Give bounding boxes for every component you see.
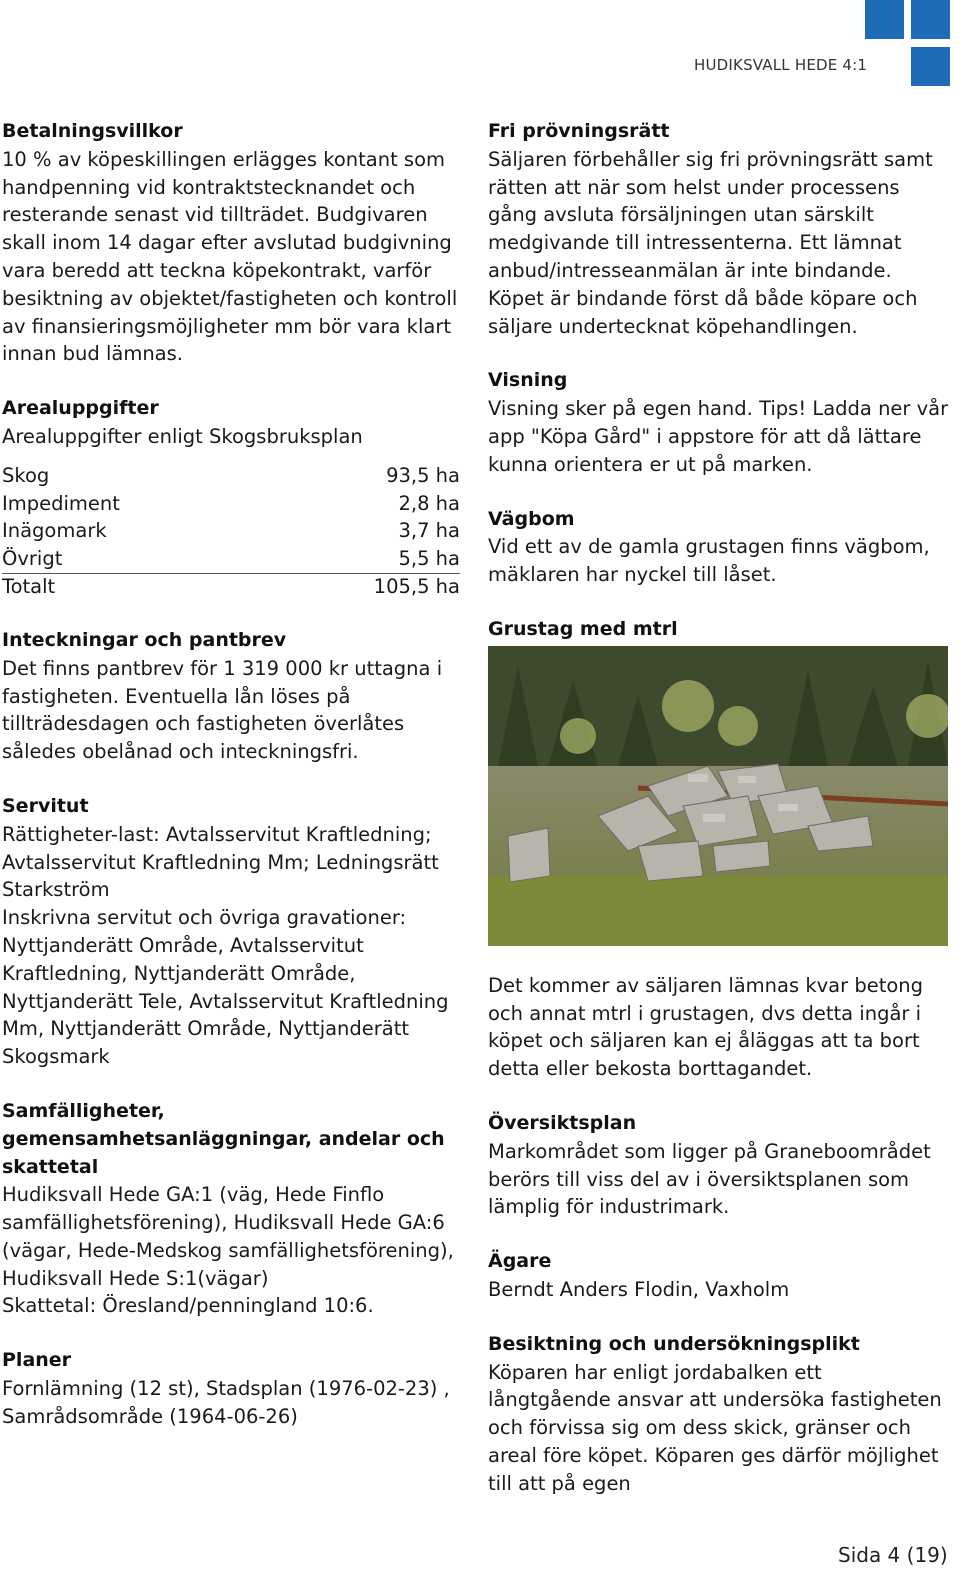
section-text: Vid ett av de gamla grustagen finns vägbom, mäklaren har nyckel till låset. <box>488 535 930 587</box>
section-title: Visning <box>488 369 568 392</box>
area-value: 2,8 ha <box>398 491 460 515</box>
area-table <box>2 462 460 600</box>
section-planer <box>2 1347 462 1430</box>
section-servitut <box>2 793 462 1071</box>
area-value: 3,7 ha <box>398 519 460 543</box>
area-label: Övrigt <box>2 547 63 571</box>
section-text: Köparen har enligt jordabalken ett långtgående ansvar att undersöka fastigheten och förvissa sig om dess skick, gränser och areal före köpet. Köparen ges därför möjlighet till att på egen <box>488 1360 942 1495</box>
right-column <box>488 118 950 1525</box>
section-title: Vägbom <box>488 507 575 530</box>
logo-squares <box>865 0 955 90</box>
section-text: Fornlämning (12 st), Stadsplan (1976-02-23) , Samrådsområde (1964-06-26) <box>2 1377 450 1428</box>
section-text: Skattetal: Öresland/penningland 10:6. <box>2 1294 374 1318</box>
section-besiktning <box>488 1331 950 1498</box>
section-title: Fri prövningsrätt <box>488 120 670 142</box>
area-row <box>2 545 460 573</box>
area-total-row <box>2 573 460 600</box>
section-grustag <box>488 616 950 1083</box>
section-samfalligheter <box>2 1098 462 1320</box>
area-value: 5,5 ha <box>398 547 460 571</box>
section-vagbom <box>488 506 950 589</box>
area-label: Inägomark <box>2 519 107 543</box>
section-betalningsvillkor <box>2 118 462 368</box>
section-title: Översiktsplan <box>488 1111 637 1134</box>
section-provningsratt <box>488 118 950 340</box>
section-title: Grustag med mtrl <box>488 617 678 640</box>
area-row <box>2 517 460 545</box>
section-title: Samfälligheter, gemensamhetsanläggningar, andelar och skattetal <box>2 1099 445 1178</box>
section-title: Servitut <box>2 794 89 817</box>
section-visning <box>488 367 950 478</box>
section-text: Visning sker på egen hand. Tips! Ladda ner vår app "Köpa Gård" i appstore för att då lättare kunna orientera er ut på marken. <box>488 397 949 476</box>
section-text: Berndt Anders Flodin, Vaxholm <box>488 1277 790 1301</box>
area-row <box>2 462 460 490</box>
section-title: Betalningsvillkor <box>2 120 183 142</box>
area-label: Skog <box>2 463 50 487</box>
section-text: Markområdet som ligger på Graneboområdet berörs till viss del av i översiktsplanen som lämplig för industrimark. <box>488 1139 931 1219</box>
section-text: Det kommer av säljaren lämnas kvar betong och annat mtrl i grustagen, dvs detta ingår i köpet och säljaren kan ej åläggas att ta bort detta eller bekosta borttagandet. <box>488 973 924 1081</box>
area-label: Impediment <box>2 491 120 515</box>
area-value: 93,5 ha <box>386 463 460 487</box>
section-title: Arealuppgifter <box>2 397 159 420</box>
section-text: 10 % av köpeskillingen erlägges kontant som handpenning vid kontraktstecknandet och resterande senast vid tillträdet. Budgivaren skall inom 14 dagar efter avslutad budgivning vara beredd att teckna köpekontrakt, varför besiktning av objektet/fastigheten och kontroll av finansieringsmöjligheter mm bör vara klart innan bud lämnas. <box>2 147 458 366</box>
section-text: Säljaren förbehåller sig fri prövningsrätt samt rätten att när som helst under processens gång avsluta försäljningen utan särskilt medgivande till intressenterna. Ett lämnat anbud/intresseanmälan är inte bindande. Köpet är bindande först då både köpare och säljare undertecknat köpehandlingen. <box>488 147 933 338</box>
header-title: HUDIKSVALL HEDE 4:1 <box>694 56 868 74</box>
section-text: Rättigheter-last: Avtalsservitut Kraftledning; Avtalsservitut Kraftledning Mm; Ledningsrätt Starkström <box>2 822 439 902</box>
section-agare <box>488 1248 950 1304</box>
section-text: Det finns pantbrev för 1 319 000 kr uttagna i fastigheten. Eventuella lån löses på tillträdesdagen och fastigheten överlåtes således obelånad och inteckningsfri. <box>2 656 443 764</box>
section-inteckningar <box>2 627 462 766</box>
page-number: Sida 4 (19) <box>838 1543 948 1567</box>
gravel-pit-photo <box>488 646 948 946</box>
section-text: Hudiksvall Hede GA:1 (väg, Hede Finflo samfällighetsförening), Hudiksvall Hede GA:6 (vägar, Hede-Medskog samfällighetsförening), Hudiksvall Hede S:1(vägar) <box>2 1183 454 1290</box>
section-title: Ägare <box>488 1250 552 1273</box>
section-arealuppgifter <box>2 395 462 600</box>
section-title: Planer <box>2 1349 72 1372</box>
section-text: Inskrivna servitut och övriga gravationer: Nyttjanderätt Område, Avtalsservitut Kraftledning, Nyttjanderätt Område, Nyttjanderätt Tele, Avtalsservitut Kraftledning Mm, Nyttjanderätt Område, Nyttjanderätt Skogsmark <box>2 906 449 1069</box>
area-total-label: Totalt <box>2 574 56 598</box>
section-title: Inteckningar och pantbrev <box>2 628 287 651</box>
area-total-value: 105,5 ha <box>373 574 460 598</box>
section-grustag-text <box>488 972 950 1083</box>
section-oversiktsplan <box>488 1110 950 1221</box>
area-row <box>2 490 460 518</box>
left-column <box>2 118 462 1458</box>
section-title: Besiktning och undersökningsplikt <box>488 1332 860 1355</box>
section-subtitle: Arealuppgifter enligt Skogsbruksplan <box>2 424 363 448</box>
